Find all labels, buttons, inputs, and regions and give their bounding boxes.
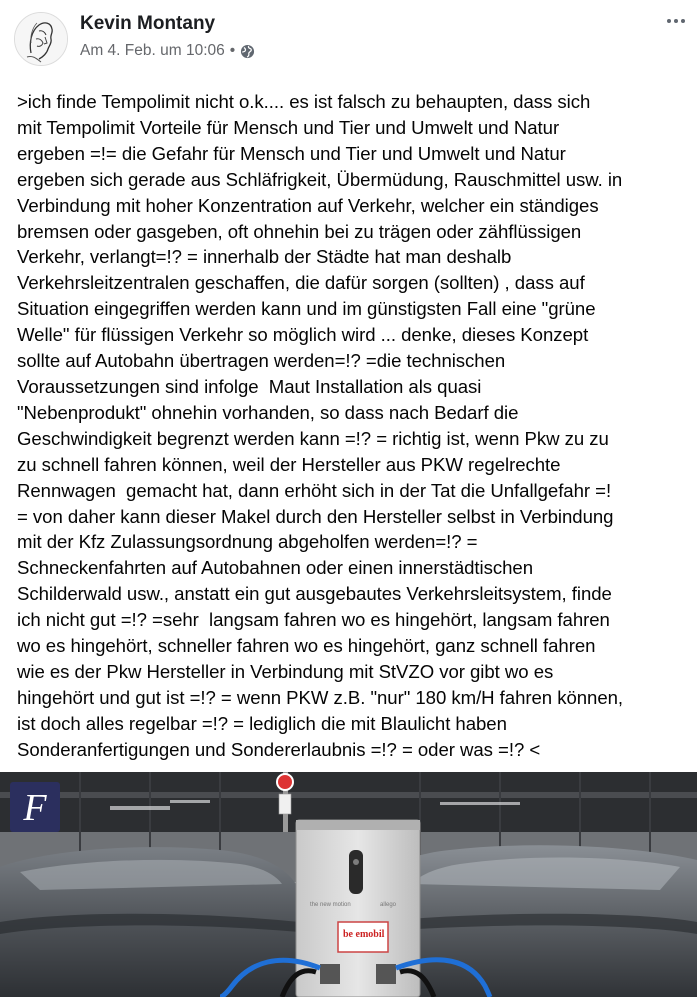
charging-station-photo <box>0 772 697 997</box>
post-body-text <box>17 89 697 763</box>
post-text-line: Situation eingegriffen werden kann und im günstigsten Fall eine "grüne <box>17 298 596 320</box>
post-text-line: ist doch alles regelbar =!? = lediglich die mit Blaulicht haben <box>17 712 507 734</box>
post-text-line: Welle" für flüssigen Verkehr so möglich wird ... denke, dieses Konzept <box>17 324 589 346</box>
post-text-line: ergeben =!= die Gefahr für Mensch und Tier und Umwelt und Natur <box>17 142 566 164</box>
more-horizontal-icon <box>667 19 671 23</box>
post-text-line: mit der Kfz Zulassungsordnung abgeholfen werden=!? = <box>17 531 478 553</box>
post-text-line: Rennwagen gemacht hat, dann erhöht sich in der Tat die Unfallgefahr =! <box>17 479 612 501</box>
post-text-line: ich nicht gut =!? =sehr langsam fahren wo es hingehört, langsam fahren <box>17 609 610 631</box>
globe-icon[interactable] <box>240 44 255 59</box>
post-text-line: Verbindung mit hoher Konzentration auf Verkehr, welcher ein ständiges <box>17 194 599 216</box>
post-text-line: hingehört und gut ist =!? = wenn PKW z.B. "nur" 180 km/H fahren können, <box>17 686 624 708</box>
post-text-line: zu schnell fahren können, weil der Hersteller aus PKW regelrechte <box>17 453 561 475</box>
newspaper-logo-letter: F <box>23 787 47 829</box>
station-sublabel: allego <box>380 902 397 908</box>
more-dot <box>674 19 678 23</box>
avatar[interactable] <box>14 12 68 66</box>
author-name[interactable]: Kevin Montany <box>80 13 216 34</box>
post-text-line: = von daher kann dieser Makel durch den Hersteller selbst in Verbindung <box>17 505 614 527</box>
more-dot <box>681 19 685 23</box>
post-text-line: Sonderanfertigungen und Sondererlaubnis =!? = oder was =!? < <box>17 738 541 760</box>
more-options-button[interactable] <box>663 10 689 32</box>
post-timestamp[interactable]: Am 4. Feb. um 10:06 <box>80 42 225 59</box>
post-header <box>0 0 697 70</box>
svg-text:the new motion: the new motion <box>310 902 351 908</box>
post-text-line: wo es hingehört, schneller fahren wo es hingehört, ganz schnell fahren <box>17 635 596 657</box>
post-image[interactable] <box>0 772 697 997</box>
station-brand: be emobil <box>343 929 385 940</box>
post-text-line: Voraussetzungen sind infolge Maut Installation als quasi <box>17 375 482 397</box>
meta-separator: • <box>229 42 236 59</box>
post-text-line: mit Tempolimit Vorteile für Mensch und Tier und Umwelt und Natur <box>17 116 560 138</box>
post-text-line: Schilderwald usw., anstatt ein gut ausgebautes Verkehrsleitsystem, finde <box>17 583 612 605</box>
post-text-line: sollte auf Autobahn übertragen werden=!? =die technischen <box>17 350 506 372</box>
post-text-line: Schneckenfahrten auf Autobahnen oder einen innerstädtischen <box>17 557 533 579</box>
post-text-line: wie es der Pkw Hersteller in Verbindung mit StVZO vor gibt wo es <box>17 660 554 682</box>
post-text-line: bremsen oder gasgeben, oft ohnehin bei zu trägen oder zähflüssigen <box>17 220 582 242</box>
avatar-sketch-icon <box>15 13 67 65</box>
post-text-line: Verkehrsleitzentralen geschaffen, die dafür sorgen (sollten) , dass auf <box>17 272 585 294</box>
post-meta <box>80 42 255 60</box>
post-text-line: "Nebenprodukt" ohnehin vorhanden, so dass nach Bedarf die <box>17 401 519 423</box>
post-text-line: ergeben sich gerade aus Schläfrigkeit, Übermüdung, Rauschmittel usw. in <box>17 168 623 190</box>
post-text-line: >ich finde Tempolimit nicht o.k.... es ist falsch zu behaupten, dass sich <box>17 91 591 112</box>
post-text-line: Verkehr, verlangt=!? = innerhalb der Städte hat man deshalb <box>17 246 512 268</box>
post-text-line: Geschwindigkeit begrenzt werden kann =!? = richtig ist, wenn Pkw zu zu <box>17 427 609 449</box>
